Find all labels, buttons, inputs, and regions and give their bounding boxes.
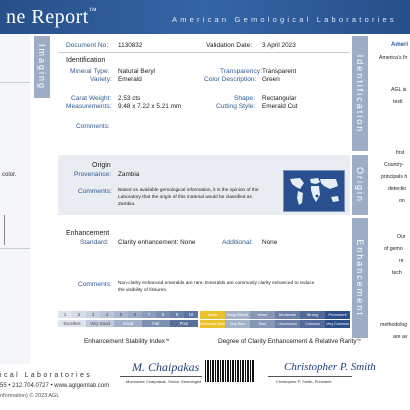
clarity-degree-label: Degree of Clarity Enhancement & Relative Rarity™: [218, 338, 362, 345]
transparency-label: Transparency:: [220, 68, 262, 75]
cutting-style-label: Cutting Style:: [216, 103, 256, 110]
right-text: Our: [397, 234, 406, 240]
provenance-value: Zambia: [118, 171, 140, 178]
measurements-value: 9.48 x 7.22 x 5.21 mm: [118, 103, 182, 110]
signature-line: [268, 376, 352, 377]
standard-label: Standard:: [80, 239, 109, 246]
stability-word: Excellent: [58, 320, 87, 327]
stability-number: 7: [142, 311, 157, 318]
stability-number: 6: [128, 311, 143, 318]
provenance-label: Provenance:: [74, 171, 112, 178]
signature-line: [120, 376, 202, 377]
stability-number: 10: [184, 311, 199, 318]
enhancement-comment-line: the visibility of fissures.: [118, 288, 168, 293]
rarity-word: Common: [300, 320, 326, 328]
report-title: ne Report™: [6, 6, 98, 28]
tab-enhancement: Enhancement: [352, 218, 368, 338]
tab-origin: Origin: [352, 155, 368, 215]
origin-comment-line: Laboratory that the origin of this material would be classified as: [118, 195, 252, 200]
barcode: [205, 360, 255, 382]
stability-number: 9: [170, 311, 185, 318]
right-text: Ameri: [391, 42, 409, 48]
identification-comments-label: Comments:: [76, 123, 110, 130]
footer-lab-name: ical Laboratories: [0, 372, 93, 379]
mineral-type-label: Mineral Type:: [70, 68, 110, 75]
right-text: methodolog: [380, 322, 408, 328]
rarity-word: Very Common: [325, 320, 351, 328]
stability-number: 3: [86, 311, 101, 318]
right-text: testi: [393, 99, 403, 105]
color-description-label: Color Description:: [204, 76, 257, 83]
right-text: first: [396, 150, 405, 156]
enhancement-comment-line: Non-clarity enhanced emeralds are rare. Emeralds are commonly clarity enhanced to reduce: [118, 281, 315, 286]
rarity-word: Extremely Rare: [200, 322, 225, 326]
shape-value: Rectangular: [262, 95, 297, 102]
stability-number: 5: [114, 311, 129, 318]
tab-imaging: Imaging: [34, 36, 50, 98]
clarity-degree-word: Moderate: [275, 311, 301, 319]
lab-name: American Gemological Laboratories: [172, 15, 397, 24]
world-map: [283, 170, 345, 212]
doc-no-value: 1130832: [118, 42, 143, 49]
additional-value: None: [262, 239, 278, 246]
origin-comments-label: Comments:: [78, 188, 112, 195]
clarity-degree-word: Minor: [250, 311, 276, 319]
footer-copyright: nformation) © 2023 AGL: [0, 393, 60, 399]
footer-contact: 55 • 212.704.0727 • www.aglgemlab.com: [0, 383, 110, 389]
doc-no-label: Document No:: [66, 42, 109, 49]
world-map-icon: [284, 171, 344, 211]
variety-label: Variety:: [90, 76, 112, 83]
cutting-style-value: Emerald Cut: [262, 103, 298, 110]
clarity-degree-scale: [200, 311, 350, 335]
tab-identification: Identification: [352, 36, 368, 151]
left-text-color: color.: [2, 172, 17, 178]
rarity-word: Rare: [250, 320, 276, 328]
stability-word: Poor: [170, 320, 199, 327]
shape-label: Shape:: [234, 95, 255, 102]
measurements-label: Measurements:: [66, 103, 112, 110]
right-text: tech: [392, 270, 402, 276]
signatory-2-name: Christopher P. Smith, President: [276, 379, 332, 384]
left-page-edge: [0, 34, 30, 364]
identification-header: Identification: [66, 57, 106, 64]
stability-number: 8: [156, 311, 171, 318]
right-text: of gemo: [384, 246, 403, 252]
rarity-word: Uncommon: [275, 320, 301, 328]
signature-smith: Christopher P. Smith: [284, 361, 376, 373]
additional-label: Additional:: [222, 239, 253, 246]
stability-scale: [58, 311, 198, 335]
origin-comment-line: Zambia.: [118, 202, 136, 207]
carat-weight-label: Carat Weight:: [71, 95, 112, 102]
color-description-value: Green: [262, 76, 280, 83]
stability-word: Very Good: [86, 320, 115, 327]
divider: [0, 248, 30, 249]
validation-date-label: Validation Date:: [206, 42, 253, 49]
signatory-1-name: Monnadee Chaipaikas, Senior Gemologist: [126, 379, 201, 384]
right-text: on: [399, 198, 405, 204]
origin-header: Origin: [92, 162, 111, 169]
transparency-value: Transparent: [262, 68, 297, 75]
stability-number: 4: [100, 311, 115, 318]
stability-number: 1: [58, 311, 73, 318]
divider: [58, 52, 350, 53]
clarity-degree-word: None: [200, 311, 226, 319]
left-diagram: [4, 215, 15, 245]
signature-chaipaikas: M. Chaipakas: [132, 360, 200, 374]
standard-value: Clarity enhancement: None: [118, 239, 196, 246]
enhancement-comments-label: Comments:: [78, 281, 112, 288]
variety-value: Emerald: [118, 76, 142, 83]
right-text: are av: [393, 334, 408, 340]
origin-comment-line: Based on available gemological information, it is the opinion of the: [118, 188, 259, 193]
right-text: America's fir: [379, 55, 408, 61]
clarity-degree-word: Prominent: [325, 311, 351, 319]
stability-number: 2: [72, 311, 87, 318]
carat-weight-value: 2.53 cts: [118, 95, 141, 102]
clarity-degree-word: Insignificant: [225, 311, 251, 319]
mineral-type-value: Natural Beryl: [118, 68, 155, 75]
right-text: Country-: [384, 162, 404, 168]
right-text: detectio: [388, 186, 407, 192]
report-banner: [0, 0, 410, 34]
divider: [0, 82, 30, 83]
stability-word: Good: [114, 320, 143, 327]
stability-word: Fair: [142, 320, 171, 327]
right-text: principals h: [381, 174, 408, 180]
validation-date-value: 3 April 2023: [262, 42, 296, 49]
enhancement-header: Enhancement: [66, 230, 110, 237]
right-text: AGL is: [391, 87, 407, 93]
clarity-degree-word: Strong: [300, 311, 326, 319]
rarity-word: Very Rare: [225, 320, 251, 328]
stability-index-label: Enhancement Stability Index™: [84, 338, 170, 345]
right-text: re: [399, 258, 404, 264]
